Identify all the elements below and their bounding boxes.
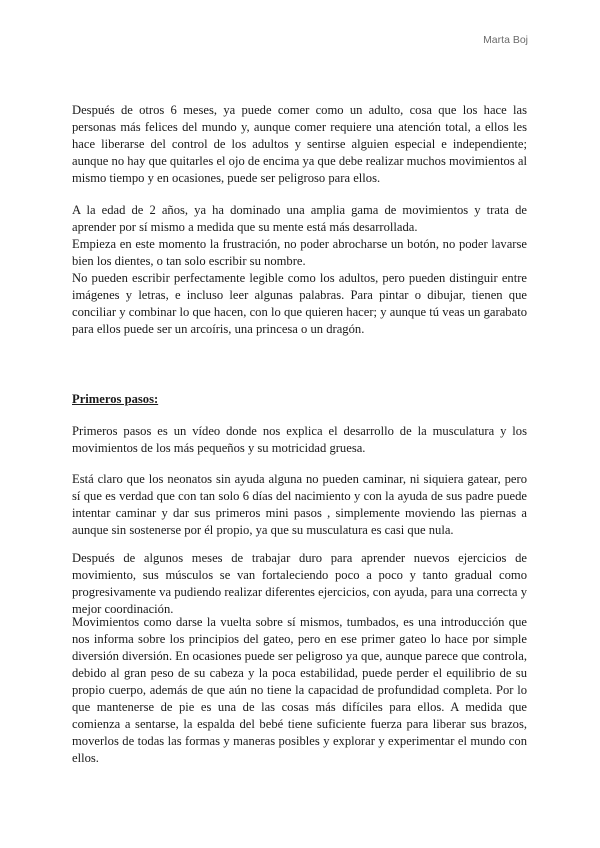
paragraph-line: Empieza en este momento la frustración, no poder abrocharse un botón, no poder lavarse bien los dientes, o tan solo escribir su nombre. (72, 237, 527, 268)
paragraph-crawling (72, 614, 527, 767)
paragraph-muscles (72, 550, 527, 618)
section-title: Primeros pasos: (72, 392, 159, 406)
paragraph-video-intro (72, 423, 527, 457)
paragraph-line: No pueden escribir perfectamente legible como los adultos, pero pueden distinguir entre imágenes y letras, e incluso leer algunas palabras. Para pintar o dibujar, tienen que conciliar y combinar lo que hacen, con lo que quieren hacer; y aunque tú veas un garabato para ellos puede ser un arcoíris, una princesa o un dragón. (72, 271, 527, 336)
header-author: Marta Boj (483, 34, 528, 46)
paragraph-text: Después de algunos meses de trabajar duro para aprender nuevos ejercicios de movimiento, sus músculos se van fortaleciendo poco a poco y tanto gradual como progresivamente va pudiendo realizar diferentes ejercicios, con ayuda, para una correcta y mejor coordinación. (72, 551, 527, 616)
paragraph-line: A la edad de 2 años, ya ha dominado una amplia gama de movimientos y trata de aprender por sí mismo a medida que su mente está más desarrollada. (72, 203, 527, 234)
paragraph-neonates (72, 471, 527, 539)
paragraph-two-years (72, 202, 527, 338)
paragraph-eating (72, 102, 527, 187)
paragraph-text: Está claro que los neonatos sin ayuda alguna no pueden caminar, ni siquiera gatear, pero sí que es verdad que con tan solo 6 días del nacimiento y con la ayuda de sus padre puede intentar caminar y dar sus primeros mini pasos , simplemente moviendo las piernas a aunque sin sostenerse por él propio, ya que su musculatura es casi que nula. (72, 472, 527, 537)
paragraph-text: Movimientos como darse la vuelta sobre sí mismos, tumbados, es una introducción que nos informa sobre los principios del gateo, pero en ese primer gateo lo hace por simple diversión diversión. En ocasiones puede ser peligroso ya que, aunque parece que controla, debido al gran peso de su cabeza y la poca estabilidad, puede perder el equilibrio de su propio cuerpo, además de que aún no tiene la capacidad de profundidad completa. Por lo que mantenerse de pie es una de las cosas más difíciles para ellos. A medida que comienza a sentarse, la espalda del bebé tiene suficiente fuerza para liberar sus brazos, moverlos de todas las formas y maneras posibles y explorar y experimentar el mundo con ellos. (72, 615, 527, 765)
paragraph-text: Primeros pasos es un vídeo donde nos explica el desarrollo de la musculatura y los movimientos de los más pequeños y su motricidad gruesa. (72, 424, 527, 455)
paragraph-text: Después de otros 6 meses, ya puede comer como un adulto, cosa que los hace las personas más felices del mundo y, aunque comer requiere una atención total, a ellos les hace liberarse del control de los adultos y sentirse alguien especial e independiente; aunque no hay que quitarles el ojo de encima ya que debe realizar muchos movimientos al mismo tiempo y en ocasiones, puede ser peligroso para ellos. (72, 103, 527, 185)
